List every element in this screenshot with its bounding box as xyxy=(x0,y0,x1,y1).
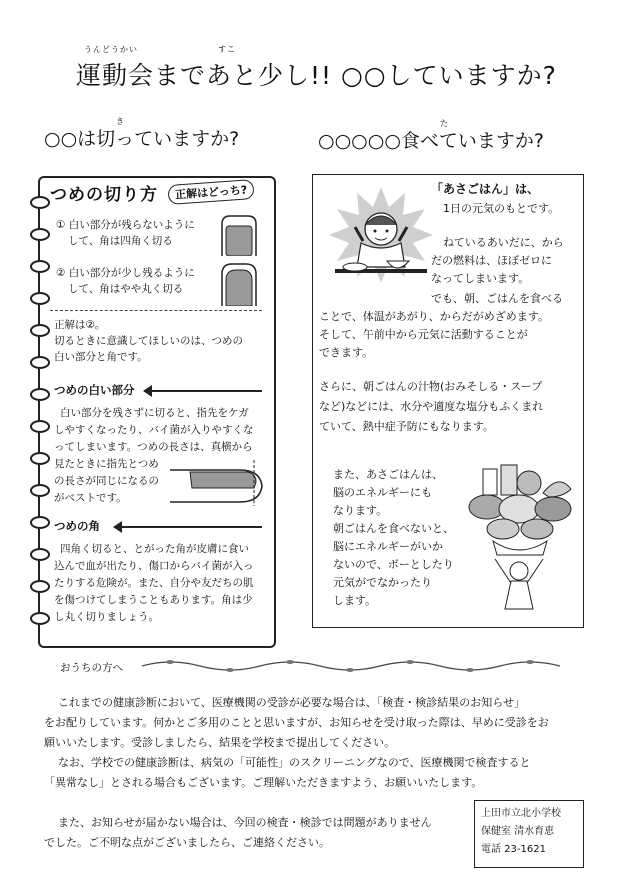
breakfast-p1-3: なってしまいます。 xyxy=(431,272,530,285)
breakfast-p4-4: 朝ごはんを食べないと、 xyxy=(333,522,454,535)
white-part-title: つめの白い部分 xyxy=(54,383,135,397)
vine-divider xyxy=(140,656,580,676)
contact-box xyxy=(474,800,584,868)
nail-banner: つめの切り方 xyxy=(50,185,158,205)
breakfast-p4-3: なります。 xyxy=(333,504,388,517)
breakfast-p1-2: だの燃料は、ほぼゼロに xyxy=(431,254,552,267)
breakfast-p3-2: など)などには、水分や適度な塩分もふくまれ xyxy=(319,400,544,413)
breakfast-p4-7: 元気がでなかったり xyxy=(333,576,432,589)
corner-text-2: 込んで血が出たり、傷口からバイ菌が入っ xyxy=(54,560,254,572)
child-breakfast-illustration xyxy=(325,183,437,299)
nail-rounded-icon xyxy=(216,262,262,306)
corner-text-4: を傷つけてしまうこともあります。角は少 xyxy=(54,594,253,606)
breakfast-p4-6: ないので、ボーとしたり xyxy=(333,558,454,571)
answer-note-1: 切るときに意識してほしいのは、つめの xyxy=(54,335,243,347)
nail-cutting-box xyxy=(38,176,276,648)
corner-title: つめの角 xyxy=(54,519,100,533)
breakfast-p3-1: さらに、朝ごはんの汁物(おみそしる・スープ xyxy=(319,380,543,393)
corner-text-5: し丸く切りましょう。 xyxy=(54,611,159,623)
left-heading-ruby: き xyxy=(116,117,125,126)
family-para1-3: 願いいたします。受診しましたら、結果を学校まで提出してください。 xyxy=(44,736,396,749)
breakfast-p2-2: ことで、体温があがり、からだがめざめます。 xyxy=(319,310,549,323)
option-1-line-1: ① 白い部分が残らないように xyxy=(56,219,195,231)
left-heading: ○○は切っていますか? xyxy=(44,128,240,150)
family-label: おうちの方へ xyxy=(60,662,123,674)
option-1-line-2: して、角は四角く切る xyxy=(68,235,173,247)
title-ruby-suko: すこ xyxy=(218,45,236,54)
breakfast-p4-1: また、あさごはんは、 xyxy=(333,468,443,481)
family-para3-2: でした。ご不明な点がございましたら、ご連絡ください。 xyxy=(44,836,330,849)
white-text-1: 白い部分を残さずに切ると、指先をケガ xyxy=(60,407,249,419)
right-heading: ○○○○○食べていますか? xyxy=(318,130,544,152)
nail-square-icon xyxy=(216,214,262,256)
white-text-5: の長さが同じになるの xyxy=(54,475,159,487)
answer-label: 正解は②。 xyxy=(54,319,106,331)
title-ruby-undoukai: うんどうかい xyxy=(84,45,138,54)
contact-phone: 電話 23-1621 xyxy=(481,844,546,855)
breakfast-p3-3: ていて、熱中症予防にもなります。 xyxy=(319,420,494,433)
contact-school: 上田市立北小学校 xyxy=(481,808,561,819)
page-title: 運動会まであと少し!! ○○していますか? xyxy=(76,61,557,90)
option-2-line-1: ② 白い部分が少し残るように xyxy=(56,267,195,279)
family-para1-2: をお配りしています。何かとご多用のことと思いますが、お知らせを受け取った際は、早めに受診をお xyxy=(44,716,549,729)
fingertip-side-icon xyxy=(170,458,266,508)
breakfast-foods-illustration xyxy=(463,463,577,613)
breakfast-intro-1: 「あさごはん」は、 xyxy=(431,182,540,196)
family-para1-1: これまでの健康診断において、医療機関の受診が必要な場合は、「検査・検診結果のお知らせ」 xyxy=(58,696,525,709)
family-para2-2: 「異常なし」とされる場合もございます。ご理解いただきますよう、お願いいたします。 xyxy=(44,776,483,789)
breakfast-box xyxy=(312,174,584,628)
breakfast-p2-4: できます。 xyxy=(319,346,374,359)
right-heading-ruby: た xyxy=(440,119,449,128)
quiz-badge: 正解はどっち? xyxy=(167,179,254,205)
corner-text-1: 四角く切ると、とがった角が皮膚に食い xyxy=(60,543,249,555)
white-text-3: ってしまいます。つめの長さは、真横から xyxy=(54,441,253,453)
white-text-4: 見たときに指先とつめ xyxy=(54,458,159,470)
breakfast-p4-2: 脳のエネルギーにも xyxy=(333,486,432,499)
breakfast-p1-1: ねているあいだに、から xyxy=(443,236,564,249)
corner-text-3: たりする危険が。また、自分や友だちの肌 xyxy=(54,577,254,589)
breakfast-intro-2: 1日の元気のもとです。 xyxy=(443,202,560,215)
breakfast-p2-1: でも、朝、ごはんを食べる xyxy=(431,292,563,305)
family-para2-1: なお、学校での健康診断は、病気の「可能性」のスクリーニングなので、医療機関で検査すると xyxy=(58,756,531,769)
white-text-6: がベストです。 xyxy=(54,492,127,504)
answer-note-2: 白い部分と角です。 xyxy=(54,351,148,363)
option-2-line-2: して、角はやや丸く切る xyxy=(68,283,184,295)
contact-office: 保健室 清水育恵 xyxy=(481,826,555,837)
white-text-2: しやすくなったり、バイ菌が入りやすくな xyxy=(54,424,254,436)
breakfast-p2-3: そして、午前中から元気に活動することが xyxy=(319,328,528,341)
family-para3-1: また、お知らせが届かない場合は、今回の検査・検診では問題がありません xyxy=(58,816,432,829)
breakfast-p4-8: します。 xyxy=(333,594,377,607)
breakfast-p4-5: 脳にエネルギーがいか xyxy=(333,540,443,553)
